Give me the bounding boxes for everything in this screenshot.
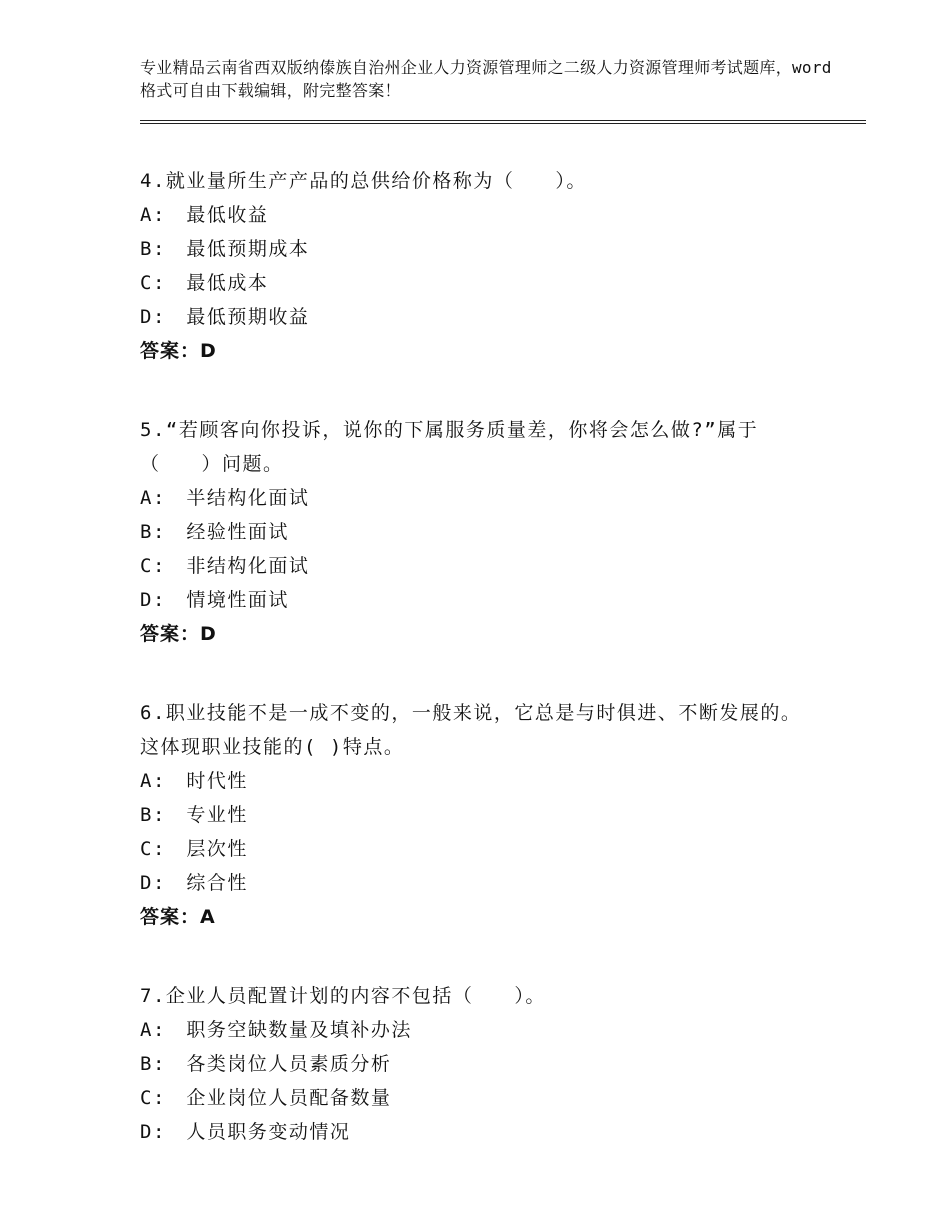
option-c: C: 最低成本: [140, 272, 269, 294]
question-7: [140, 979, 840, 1149]
option-d: D: 人员职务变动情况: [140, 1121, 351, 1143]
question-6: [140, 696, 840, 934]
option-c: C: 层次性: [140, 838, 248, 860]
answer-line: 答案：D: [140, 623, 217, 645]
question-list: [140, 164, 840, 1194]
option-b: B: 各类岗位人员素质分析: [140, 1053, 392, 1075]
question-5: [140, 413, 840, 651]
option-c: C: 企业岗位人员配备数量: [140, 1087, 392, 1109]
answer-line: 答案：D: [140, 340, 217, 362]
question-text: 7.企业人员配置计划的内容不包括（ ）。: [140, 985, 546, 1007]
question-text: 4.就业量所生产产品的总供给价格称为（ ）。: [140, 170, 587, 192]
option-a: A: 职务空缺数量及填补办法: [140, 1019, 412, 1041]
option-d: D: 情境性面试: [140, 589, 289, 611]
option-d: D: 综合性: [140, 872, 248, 894]
option-a: A: 最低收益: [140, 204, 269, 226]
option-b: B: 最低预期成本: [140, 238, 310, 260]
question-text: 5.“若顾客向你投诉，说你的下属服务质量差，你将会怎么做?”属于（ ）问题。: [140, 419, 759, 475]
option-c: C: 非结构化面试: [140, 555, 310, 577]
answer-line: 答案：A: [140, 906, 216, 928]
question-text: 6.职业技能不是一成不变的，一般来说，它总是与时俱进、不断发展的。这体现职业技能的( )特点。: [140, 702, 802, 758]
option-a: A: 半结构化面试: [140, 487, 310, 509]
question-4: [140, 164, 840, 368]
header-divider: [140, 120, 866, 124]
option-d: D: 最低预期收益: [140, 306, 310, 328]
option-b: B: 经验性面试: [140, 521, 289, 543]
document-header: 专业精品云南省西双版纳傣族自治州企业人力资源管理师之二级人力资源管理师考试题库，word格式可自由下载编辑，附完整答案！: [140, 58, 832, 100]
option-b: B: 专业性: [140, 804, 248, 826]
option-a: A: 时代性: [140, 770, 248, 792]
